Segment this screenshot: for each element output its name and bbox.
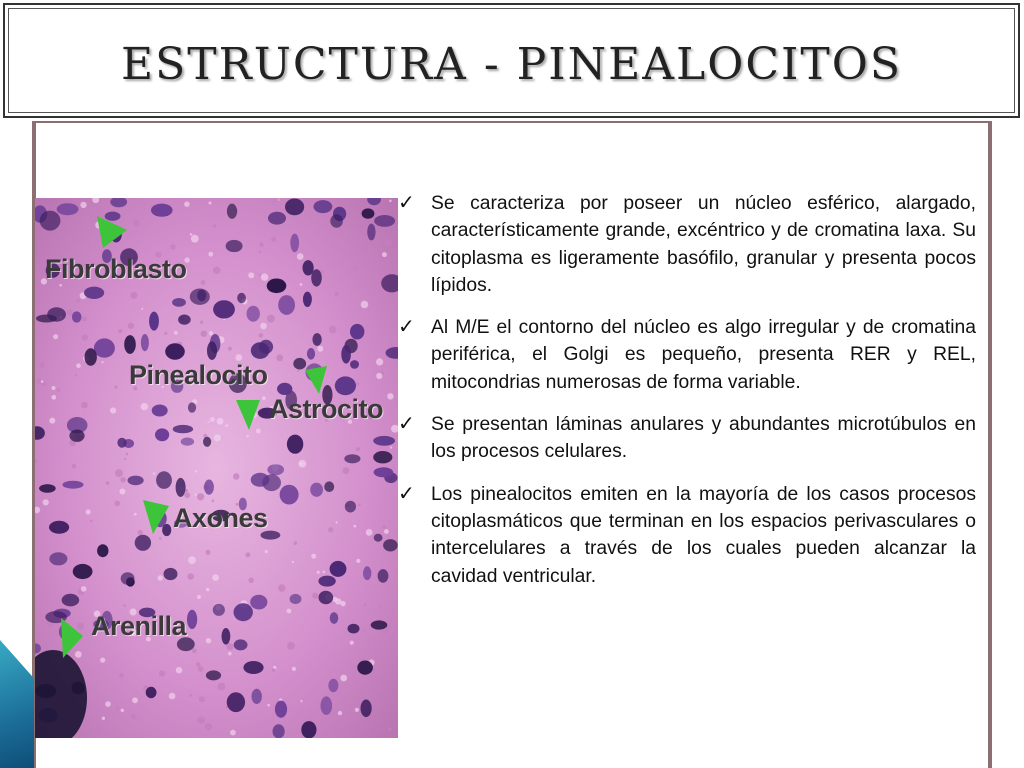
bullet-text: Al M/E el contorno del núcleo es algo irregular y de cromatina periférica, el Golgi es pequeño, presenta RER y REL, mitocondrias numerosas de forma variable. bbox=[431, 317, 976, 393]
checkmark-icon: ✓ bbox=[398, 413, 415, 436]
label-astrocito: Astrocito bbox=[269, 394, 384, 424]
label-pinealocito: Pinealocito bbox=[129, 360, 268, 390]
label-arenilla: Arenilla bbox=[91, 611, 187, 641]
checkmark-icon: ✓ bbox=[398, 316, 415, 339]
bullet-text: Se presentan láminas anulares y abundantes microtúbulos en los procesos celulares. bbox=[431, 414, 976, 463]
slide-title: ESTRUCTURA - PINEALOCITOS bbox=[121, 39, 902, 90]
label-axones: Axones bbox=[173, 503, 268, 533]
bullet-item bbox=[396, 411, 976, 466]
bullet-text: Se caracteriza por poseer un núcleo esférico, alargado, característicamente grande, excéntrico y de cromatina laxa. Su citoplasma es ligeramente basófilo, granular y presenta pocos lípidos. bbox=[431, 193, 976, 296]
bullet-list bbox=[396, 190, 976, 605]
bullet-text: Los pinealocitos emiten en la mayoría de los casos procesos citoplasmáticos que terminan en los espacios perivasculares o intercelulares a través de los cuales pueden alcanzar la cavidad ventricular. bbox=[431, 483, 976, 587]
bullet-item bbox=[396, 481, 976, 590]
checkmark-icon: ✓ bbox=[398, 482, 415, 505]
bullet-item bbox=[396, 190, 976, 299]
bullet-item bbox=[396, 314, 976, 396]
checkmark-icon: ✓ bbox=[398, 192, 415, 214]
corner-decoration bbox=[0, 640, 34, 768]
histology-micrograph bbox=[35, 198, 398, 738]
title-box bbox=[3, 3, 1020, 118]
label-fibroblasto: Fibroblasto bbox=[45, 254, 187, 284]
